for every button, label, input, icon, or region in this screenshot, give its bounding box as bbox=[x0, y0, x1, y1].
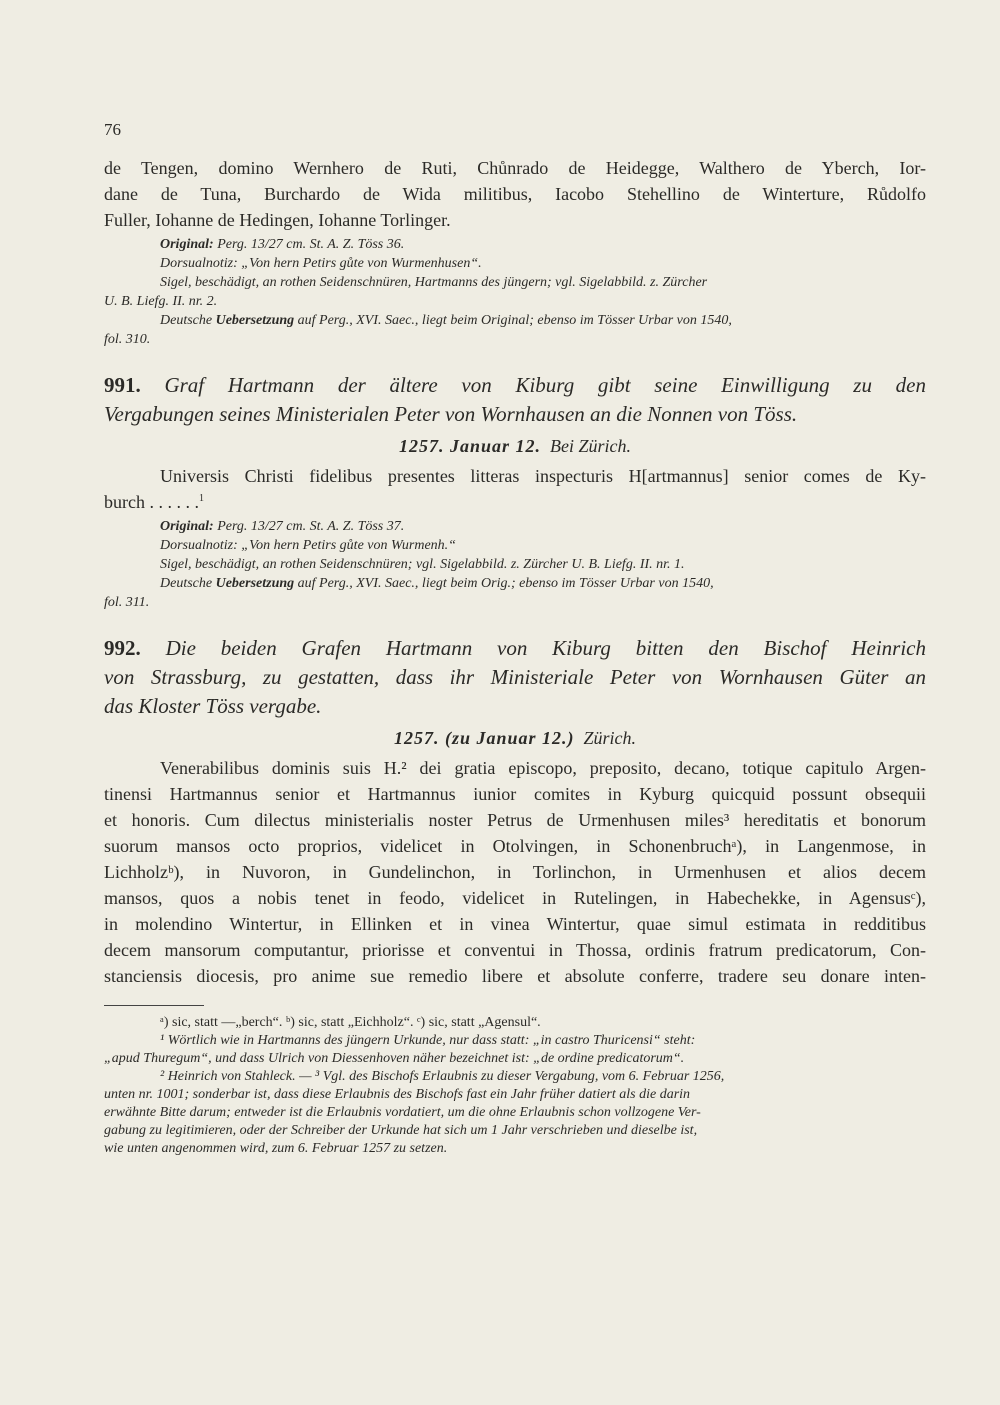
dorsual-note bbox=[104, 536, 926, 555]
doc-992-text bbox=[104, 755, 926, 989]
doc-991-number: 991. bbox=[104, 373, 141, 397]
text-line: et honoris. Cum dilectus ministerialis noster Petrus de Urmenhusen miles³ hereditatis et bonorum bbox=[104, 810, 926, 830]
translation-note-cont: fol. 311. bbox=[104, 595, 150, 610]
sigel-note-cont: U. B. Liefg. II. nr. 2. bbox=[104, 294, 218, 309]
doc-992-title-3: das Kloster Töss vergabe. bbox=[104, 694, 322, 718]
text-line: Universis Christi fidelibus presentes litteras inspecturis H[artmannus] senior comes de Ky- bbox=[160, 466, 926, 486]
footnote-2-cont: erwähnte Bitte darum; entweder ist die Erlaubnis vordatiert, um die ohne Erlaubnis schon vollzogene Ver- bbox=[104, 1105, 701, 1120]
doc-992-title-1: Die beiden Grafen Hartmann von Kiburg bitten den Bischof Heinrich bbox=[140, 636, 926, 660]
original-note bbox=[104, 235, 926, 254]
original-label: Original: bbox=[160, 519, 214, 534]
doc-991-heading bbox=[104, 371, 926, 429]
text-line: de Tengen, domino Wernhero de Ruti, Chůnrado de Heidegge, Walthero de Yberch, Ior- bbox=[104, 158, 926, 178]
footnote-variants: ᵃ) sic, statt —„berch“. ᵇ) sic, statt „Eichholz“. ᶜ) sic, statt „Agensul“. bbox=[160, 1015, 541, 1030]
text-line: Lichholzᵇ), in Nuvoron, in Gundelinchon, in Torlinchon, in Urmenhusen et alios decem bbox=[104, 862, 926, 882]
doc-991-notes bbox=[104, 517, 926, 612]
dorsual-text: „Von hern Petirs gůte von Wurmenh.“ bbox=[237, 538, 456, 553]
footnote-1: ¹ Wörtlich wie in Hartmanns des jüngern Urkunde, nur dass statt: „in castro Thuricensi“ steht: bbox=[160, 1033, 696, 1048]
page-content bbox=[104, 155, 926, 1158]
footnote-2-cont: unten nr. 1001; sonderbar ist, dass diese Erlaubnis des Bischofs fast ein Jahr früher datiert als die darin bbox=[104, 1087, 691, 1102]
original-text: Perg. 13/27 cm. St. A. Z. Töss 36. bbox=[213, 237, 405, 252]
text-line: Fuller, Iohanne de Hedingen, Iohanne Torlinger. bbox=[104, 210, 451, 230]
page-number: 76 bbox=[104, 120, 121, 139]
sigel-note: Sigel, beschädigt, an rothen Seidenschnüren; vgl. Sigelabbild. z. Zürcher U. B. Liefg. II. nr. 1. bbox=[160, 557, 685, 572]
translation-text: auf Perg., XVI. Saec., liegt beim Orig.; ebenso im Tösser Urbar von 1540, bbox=[294, 576, 714, 591]
text-line: stanciensis diocesis, pro anime sue remedio libere et absolute conferre, tradere seu donare inten- bbox=[104, 966, 926, 986]
doc-990-text bbox=[104, 155, 926, 233]
translation-note bbox=[104, 574, 926, 593]
text-line: dane de Tuna, Burchardo de Wida militibus, Iacobo Stehellino de Winterture, Růdolfo bbox=[104, 184, 926, 204]
text-line: Venerabilibus dominis suis H.² dei gratia episcopo, preposito, decano, totique capitulo Argen- bbox=[160, 758, 926, 778]
dorsual-label: Dorsualnotiz: bbox=[160, 538, 238, 553]
original-note bbox=[104, 517, 926, 536]
text-line: mansos, quos a nobis tenet in feodo, videlicet in Rutelingen, in Habechekke, in Agensusᶜ), bbox=[104, 888, 926, 908]
original-text: Perg. 13/27 cm. St. A. Z. Töss 37. bbox=[213, 519, 405, 534]
dorsual-text: „Von hern Petirs gůte von Wurmenhusen“. bbox=[237, 256, 482, 271]
doc-991-place: Bei Zürich. bbox=[550, 436, 632, 456]
dorsual-note bbox=[104, 254, 926, 273]
footnotes bbox=[104, 1014, 926, 1158]
doc-990-notes bbox=[104, 235, 926, 349]
footnote-ref: 1 bbox=[198, 493, 204, 504]
deutsche-label: Deutsche bbox=[160, 576, 213, 591]
translation-text: auf Perg., XVI. Saec., liegt beim Original; ebenso im Tösser Urbar von 1540, bbox=[294, 313, 732, 328]
original-label: Original: bbox=[160, 237, 214, 252]
footnote-2: ² Heinrich von Stahleck. — ³ Vgl. des Bischofs Erlaubnis zu dieser Vergabung, vom 6. Februar 1256, bbox=[160, 1069, 725, 1084]
text-line: decem mansorum computantur, priorisse et conventui in Thossa, ordinis fratrum predicatorum, Con- bbox=[104, 940, 926, 960]
text-line: suorum mansos octo proprios, videlicet in Otolvingen, in Schonenbruchᵃ), in Langenmose, in bbox=[104, 836, 926, 856]
dorsual-label: Dorsualnotiz: bbox=[160, 256, 238, 271]
text-line: burch . . . . . .$^1$ bbox=[104, 492, 204, 512]
footnote-2-cont: gabung zu legitimieren, oder der Schreiber der Urkunde hat sich um 1 Jahr verschrieben und dieselbe ist, bbox=[104, 1123, 698, 1138]
uebersetzung-label: Uebersetzung bbox=[215, 313, 295, 328]
doc-991-date: 1257. Januar 12. bbox=[398, 436, 542, 456]
doc-991-title-1: Graf Hartmann der ältere von Kiburg gibt seine Einwilligung zu den bbox=[140, 373, 926, 397]
doc-992-dateline bbox=[104, 723, 926, 753]
doc-991-text bbox=[104, 463, 926, 515]
translation-note-cont: fol. 310. bbox=[104, 332, 151, 347]
doc-992-place: Zürich. bbox=[583, 728, 637, 748]
doc-991-dateline bbox=[104, 431, 926, 461]
sigel-note: Sigel, beschädigt, an rothen Seidenschnüren, Hartmanns des jüngern; vgl. Sigelabbild. z. Zürcher bbox=[160, 275, 708, 290]
doc-992-heading bbox=[104, 634, 926, 721]
footnote-2-cont: wie unten angenommen wird, zum 6. Februar 1257 zu setzen. bbox=[104, 1141, 448, 1156]
text-line: tinensi Hartmannus senior et Hartmannus iunior comites in Kyburg quicquid possunt obsequii bbox=[104, 784, 926, 804]
deutsche-label: Deutsche bbox=[160, 313, 213, 328]
doc-991-title-2: Vergabungen seines Ministerialen Peter von Wornhausen an die Nonnen von Töss. bbox=[104, 402, 798, 426]
doc-992-date: 1257. (zu Januar 12.) bbox=[393, 728, 575, 748]
text-line: in molendino Wintertur, in Ellinken et in vinea Wintertur, quae simul estimata in redditibus bbox=[104, 914, 926, 934]
doc-992-title-2: von Strassburg, zu gestatten, dass ihr Ministeriale Peter von Wornhausen Güter an bbox=[104, 665, 926, 689]
uebersetzung-label: Uebersetzung bbox=[215, 576, 295, 591]
doc-992-number: 992. bbox=[104, 636, 141, 660]
translation-note bbox=[104, 311, 926, 330]
footnote-divider bbox=[104, 1005, 204, 1006]
footnote-1-cont: „apud Thuregum“, und dass Ulrich von Diessenhoven näher bezeichnet ist: „de ordine predicatorum“. bbox=[104, 1051, 685, 1066]
